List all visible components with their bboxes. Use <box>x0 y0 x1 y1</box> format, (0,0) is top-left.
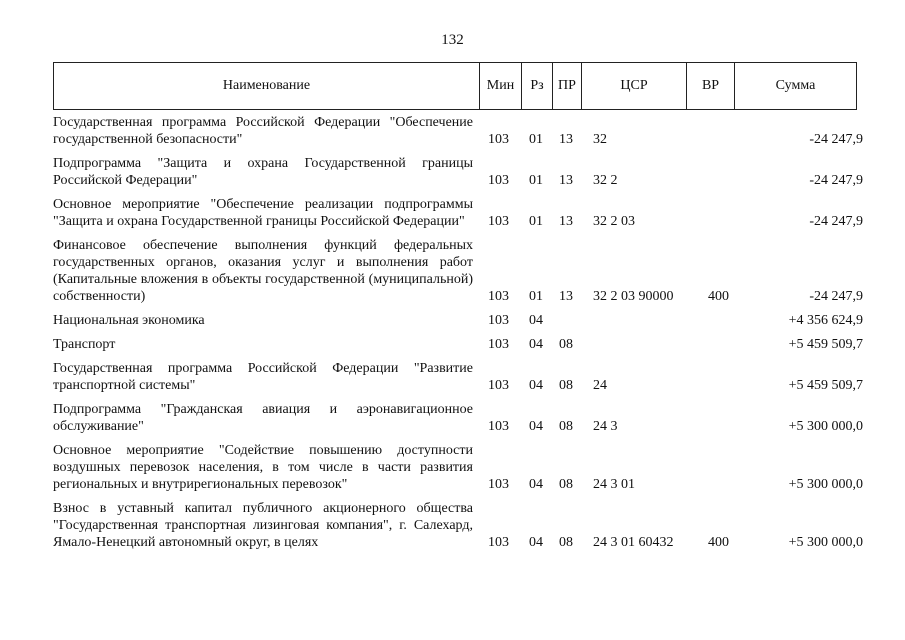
table-row <box>53 336 863 353</box>
cell-rz: 01 <box>529 173 543 188</box>
cell-name: Национальная экономика <box>53 313 205 328</box>
table-row <box>53 114 863 148</box>
header-pr: ПР <box>553 63 582 109</box>
header-min: Мин <box>480 63 522 109</box>
header-vr: ВР <box>687 63 735 109</box>
cell-name: Транспорт <box>53 337 116 352</box>
cell-pr: 13 <box>559 132 573 147</box>
table-header <box>53 62 857 110</box>
table-row <box>53 237 863 305</box>
cell-csr: 24 3 01 <box>593 477 635 492</box>
cell-pr: 13 <box>559 214 573 229</box>
cell-min: 103 <box>488 477 509 492</box>
cell-rz: 04 <box>529 378 543 393</box>
cell-name: Подпрограмма "Защита и охрана Государственной границы Российской Федерации" <box>53 156 473 188</box>
cell-sum: +4 356 624,9 <box>788 313 863 328</box>
header-sum: Сумма <box>775 78 816 93</box>
cell-rz: 01 <box>529 214 543 229</box>
cell-sum: +5 459 509,7 <box>788 337 863 352</box>
page-number: 132 <box>441 32 464 48</box>
cell-rz: 04 <box>529 419 543 434</box>
header-name: Наименование <box>54 63 480 109</box>
cell-rz: 04 <box>529 477 543 492</box>
cell-sum: -24 247,9 <box>809 173 863 188</box>
cell-rz: 01 <box>529 132 543 147</box>
cell-rz: 04 <box>529 337 543 352</box>
cell-vr: 400 <box>708 535 729 550</box>
cell-rz: 04 <box>529 313 543 328</box>
cell-pr: 13 <box>559 289 573 304</box>
cell-sum: +5 300 000,0 <box>788 535 863 550</box>
cell-sum: +5 459 509,7 <box>788 378 863 393</box>
cell-rz: 01 <box>529 289 543 304</box>
cell-min: 103 <box>488 419 509 434</box>
cell-name: Основное мероприятие "Содействие повышению доступности воздушных перевозок населения, в том числе в части развития региональных и внутрирегиональных перевозок" <box>53 443 473 492</box>
cell-min: 103 <box>488 214 509 229</box>
table-row <box>53 500 863 551</box>
cell-csr: 32 2 03 90000 <box>593 289 674 304</box>
cell-csr: 32 <box>593 132 607 147</box>
table-row <box>53 155 863 189</box>
cell-name: Основное мероприятие "Обеспечение реализации подпрограммы "Защита и охрана Государственной границы Российской Федерации" <box>53 197 473 229</box>
cell-csr: 24 <box>593 378 607 393</box>
table-row <box>53 312 863 329</box>
cell-name: Финансовое обеспечение выполнения функций федеральных государственных органов, оказания услуг и выполнения работ (Капитальные вложения в объекты государственной (муниципальной) собственности) <box>53 238 473 304</box>
cell-vr: 400 <box>708 289 729 304</box>
cell-pr: 08 <box>559 337 573 352</box>
table-row <box>53 442 863 493</box>
cell-sum: -24 247,9 <box>809 132 863 147</box>
cell-csr: 24 3 01 60432 <box>593 535 674 550</box>
cell-name: Государственная программа Российской Федерации "Обеспечение государственной безопасности" <box>53 115 473 147</box>
cell-min: 103 <box>488 132 509 147</box>
cell-pr: 08 <box>559 419 573 434</box>
table-row <box>53 196 863 230</box>
cell-csr: 24 3 <box>593 419 618 434</box>
cell-sum: +5 300 000,0 <box>788 419 863 434</box>
cell-csr: 32 2 03 <box>593 214 635 229</box>
cell-sum: -24 247,9 <box>809 214 863 229</box>
table-row <box>53 360 863 394</box>
cell-min: 103 <box>488 313 509 328</box>
cell-min: 103 <box>488 173 509 188</box>
table-body <box>53 114 863 558</box>
cell-pr: 08 <box>559 535 573 550</box>
cell-sum: -24 247,9 <box>809 289 863 304</box>
cell-name: Взнос в уставный капитал публичного акционерного общества "Государственная транспортная лизинговая компания", г. Салехард, Ямало-Ненецкий автономный округ, в целях <box>53 501 473 550</box>
header-rz: Рз <box>522 63 553 109</box>
cell-csr: 32 2 <box>593 173 618 188</box>
cell-min: 103 <box>488 289 509 304</box>
cell-sum: +5 300 000,0 <box>788 477 863 492</box>
cell-name: Государственная программа Российской Федерации "Развитие транспортной системы" <box>53 361 473 393</box>
table-row <box>53 401 863 435</box>
cell-min: 103 <box>488 535 509 550</box>
cell-min: 103 <box>488 337 509 352</box>
cell-pr: 08 <box>559 378 573 393</box>
header-csr: ЦСР <box>582 63 687 109</box>
cell-name: Подпрограмма "Гражданская авиация и аэронавигационное обслуживание" <box>53 402 473 434</box>
cell-min: 103 <box>488 378 509 393</box>
cell-pr: 08 <box>559 477 573 492</box>
cell-rz: 04 <box>529 535 543 550</box>
cell-pr: 13 <box>559 173 573 188</box>
